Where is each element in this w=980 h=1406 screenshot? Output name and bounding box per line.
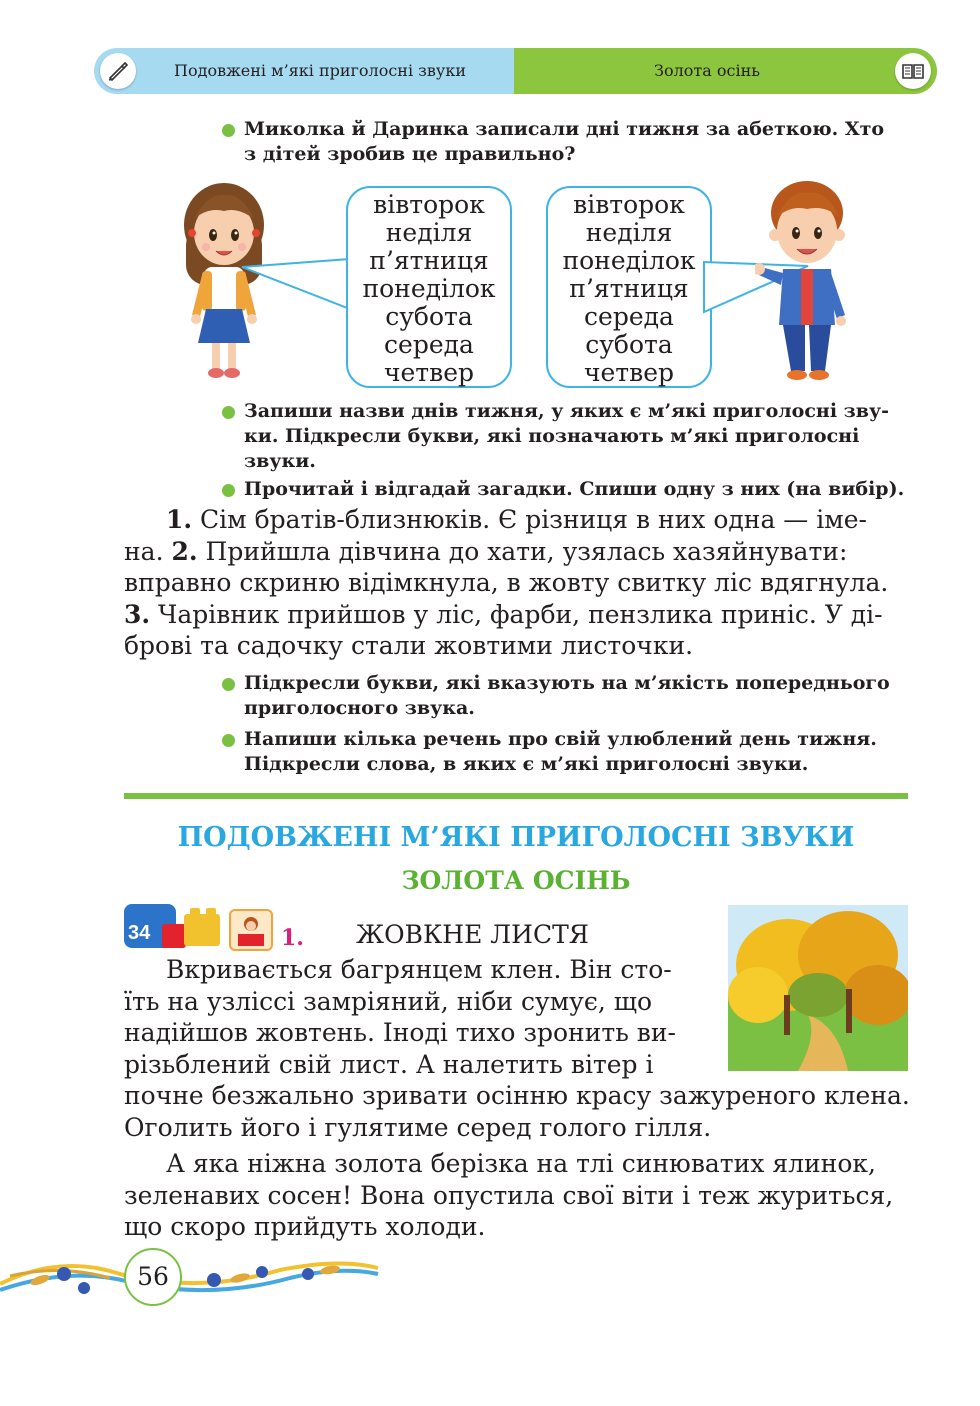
day-item: четвер — [383, 358, 475, 387]
day-item: вівторок — [573, 190, 685, 219]
text-line: що скоро прийдуть холоди. — [124, 1212, 486, 1241]
text-line: їть на узліссі замріяний, ніби сумує, що — [124, 987, 653, 1016]
task-line: Прочитай і відгадай загадки. Спиши одну з них (на вибір). — [244, 478, 905, 500]
day-item: субота — [385, 302, 473, 331]
task-line: з дітей зробив це правильно? — [244, 143, 576, 165]
riddles-paragraph — [124, 504, 908, 662]
page-header — [94, 48, 937, 94]
girl-speech-bubble — [346, 186, 512, 388]
text-line: Оголить його і гулятиме серед голого гілля. — [124, 1113, 712, 1142]
exercise-number: 1. — [281, 925, 304, 951]
task-text — [244, 117, 884, 167]
text-line: надійшов жовтень. Іноді тихо зронить ви- — [124, 1018, 676, 1047]
riddle-number: 1. — [166, 505, 193, 534]
text-line: зеленавих сосен! Вона опустила свої віти і теж журиться, — [124, 1181, 894, 1210]
boy-illustration — [755, 175, 855, 385]
riddle-line — [124, 536, 908, 568]
day-item: понеділок — [362, 274, 496, 303]
task-line: Підкресли слова, в яких є м’які приголосні звуки. — [244, 753, 809, 775]
header-topic-title: Подовжені м’які приголосні звуки — [174, 61, 466, 80]
bullet-dot — [222, 734, 235, 747]
blocks-icon — [162, 908, 226, 950]
day-item: п’ятниця — [369, 246, 489, 275]
task-line: Напиши кілька речень про свій улюблений день тижня. — [244, 728, 877, 750]
task-text — [244, 477, 904, 502]
day-item: середа — [384, 330, 474, 359]
task-line: звуки. — [244, 450, 316, 472]
section-divider — [124, 793, 908, 799]
task-text — [244, 399, 889, 474]
wheat-cornflower-ornament — [0, 1244, 380, 1306]
day-item: середа — [584, 302, 674, 331]
task-line: Підкресли букви, які вказують на м’якість попереднього — [244, 672, 890, 694]
text-line: почне безжально зривати осінню красу зажуреного клена. — [124, 1081, 910, 1110]
bullet-dot — [222, 124, 235, 137]
book-icon — [895, 53, 931, 89]
day-item: четвер — [583, 358, 675, 387]
day-item: п’ятниця — [569, 274, 689, 303]
bullet-dot — [222, 484, 235, 497]
text-line: А яка ніжна золота берізка на тлі синюватих ялинок, — [166, 1149, 876, 1178]
riddle-text: на. — [124, 536, 172, 566]
task-line: приголосного звука. — [244, 697, 475, 719]
day-item: неділя — [585, 218, 673, 247]
pen-icon — [100, 53, 136, 89]
exercise-title: ЖОВКНЕ ЛИСТЯ — [356, 920, 589, 949]
riddle-line — [124, 504, 908, 536]
riddle-number: 3. — [124, 599, 151, 629]
riddle-text: Прийшла дівчина до хати, узялась хазяйнувати: — [197, 536, 848, 566]
task-text — [244, 671, 890, 721]
task-line: ки. Підкресли букви, які позначають м’які приголосні — [244, 425, 860, 447]
page-number: 56 — [124, 1248, 182, 1306]
text-line: Вкривається багрянцем клен. Він сто- — [166, 955, 672, 984]
exercise-badge-number: 34 — [128, 922, 151, 944]
riddle-text: Сім братів-близнюків. Є різниця в них одна — іме- — [192, 505, 867, 534]
riddle-line — [124, 599, 908, 631]
autumn-landscape-image — [728, 905, 908, 1071]
bullet-dot — [222, 406, 235, 419]
girl-speech-pointer — [240, 255, 352, 315]
day-item: понеділок — [562, 246, 696, 275]
riddle-line: брові та садочку стали жовтими листочки. — [124, 631, 694, 660]
riddle-number: 2. — [171, 536, 198, 566]
task-line: Миколка й Даринка записали дні тижня за абеткою. Хто — [244, 118, 885, 140]
header-lesson-title: Золота осінь — [654, 61, 760, 80]
section-title: ПОДОВЖЕНІ М’ЯКІ ПРИГОЛОСНІ ЗВУКИ — [177, 822, 855, 853]
task-line: Запиши назви днів тижня, у яких є м’які приголосні зву- — [244, 400, 890, 422]
day-item: субота — [585, 330, 673, 359]
day-item: вівторок — [373, 190, 485, 219]
boy-speech-bubble — [546, 186, 712, 388]
bullet-dot — [222, 678, 235, 691]
riddle-line: вправно скриню відімкнула, в жовту свитку ліс вдягнула. — [124, 568, 889, 597]
section-subtitle: ЗОЛОТА ОСІНЬ — [401, 866, 631, 895]
task-text — [244, 727, 877, 777]
text-line: різьблений свій лист. А налетить вітер і — [124, 1050, 654, 1079]
reading-child-icon — [228, 908, 274, 952]
riddle-text: Чарівник прийшов у ліс, фарби, пензлика приніс. У ді- — [150, 599, 883, 629]
day-item: неділя — [385, 218, 473, 247]
